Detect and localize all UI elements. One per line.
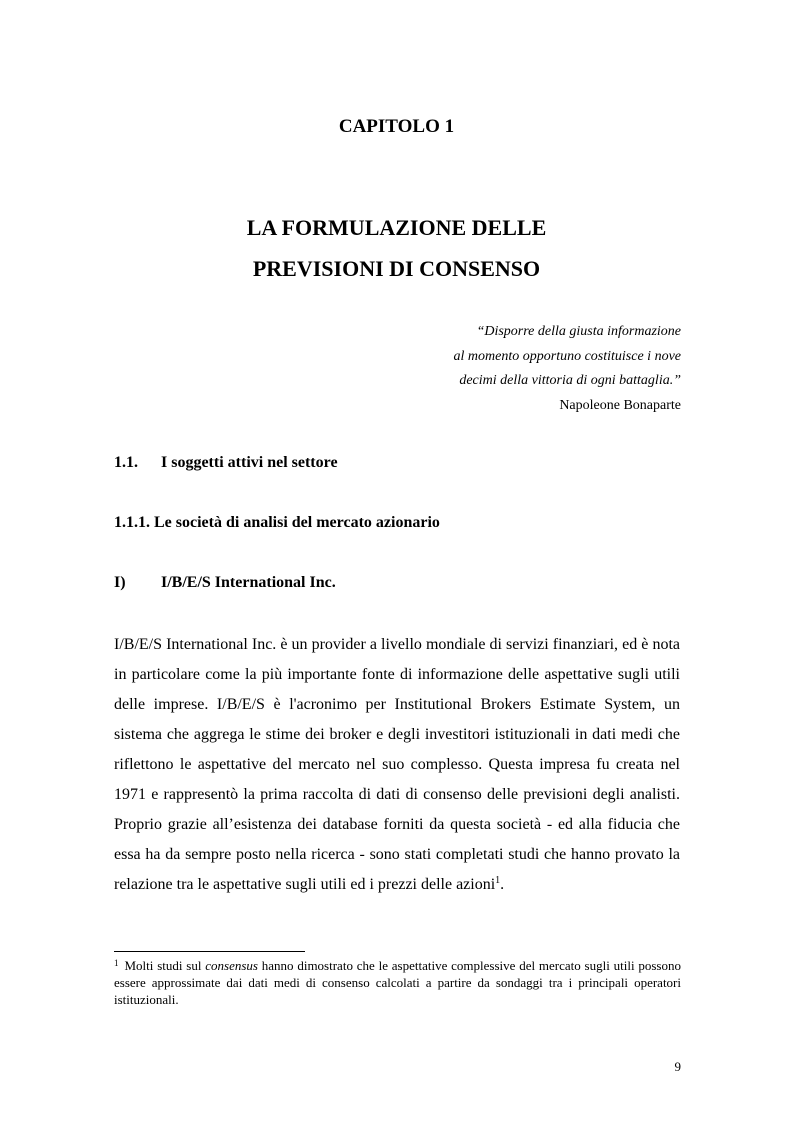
epigraph-line-2: al momento opportuno costituisce i nove (453, 348, 681, 364)
footnote-text-before: Molti studi sul (124, 958, 206, 973)
footnote (114, 957, 681, 1008)
footnote-reference[interactable]: 1 (495, 875, 501, 886)
body-paragraph (114, 630, 680, 900)
chapter-title (0, 207, 793, 289)
epigraph (454, 320, 681, 418)
paragraph-end: . (500, 876, 505, 893)
footnote-text-after: hanno dimostrato che le aspettative complessive del mercato sugli utili possono essere approssimate dai dati medi di consenso calcolati a partire da sondaggi tra i principali operatori istituzionali. (114, 958, 681, 1007)
chapter-title-line-1: LA FORMULAZIONE DELLE (246, 215, 547, 240)
section-number: 1.1. (114, 454, 138, 471)
paragraph-text: I/B/E/S International Inc. è un provider a livello mondiale di servizi finanziari, ed è nota in particolare come la più importante fonte di informazione delle aspettative sugli utili delle imprese. I/B/E/S è l'acronimo per Institutional Brokers Estimate System, un sistema che aggrega le stime dei broker e degli investitori istituzionali in dati medi che riflettono le aspettative del mercato nel suo complesso. Questa impresa fu creata nel 1971 e rappresentò la prima raccolta di dati di consenso delle previsioni degli analisti. Proprio grazie all’esistenza dei database forniti da questa società - ed alla fiducia che essa ha da sempre posto nella ricerca - sono stati completati studi che hanno provato la relazione tra le aspettative sugli utili ed i prezzi delle azioni (114, 636, 680, 893)
chapter-title-line-2: PREVISIONI DI CONSENSO (252, 256, 541, 281)
chapter-heading: CAPITOLO 1 (338, 116, 455, 137)
epigraph-author: Napoleone Bonaparte (559, 397, 681, 413)
subsubsection-heading (114, 574, 336, 592)
subsection-heading: 1.1.1. Le società di analisi del mercato azionario (114, 514, 440, 531)
subsubsection-number: I) (114, 574, 126, 591)
footnote-separator (114, 951, 305, 952)
subsubsection-title: I/B/E/S International Inc. (161, 574, 336, 591)
footnote-mark: 1 (114, 958, 119, 968)
epigraph-line-3: decimi della vittoria di ogni battaglia.” (459, 373, 681, 388)
footnote-emphasis: consensus (205, 958, 258, 973)
page-number: 9 (674, 1059, 681, 1074)
section-title: I soggetti attivi nel settore (161, 454, 338, 471)
epigraph-line-1: “Disporre della giusta informazione (476, 324, 681, 339)
section-heading (114, 454, 338, 472)
